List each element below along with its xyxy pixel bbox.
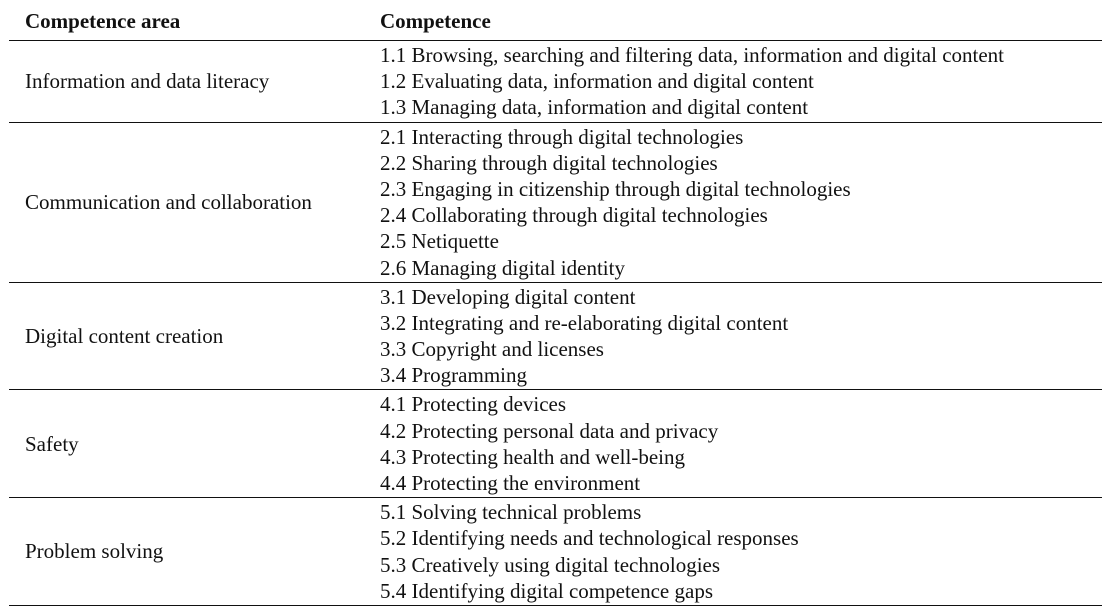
competence-item: 5.1 Solving technical problems: [380, 500, 642, 525]
competence-item: 3.2 Integrating and re-elaborating digital content: [380, 310, 789, 335]
competence-list-cell: [380, 498, 1102, 606]
competence-item: 3.4 Programming: [380, 363, 527, 388]
competence-area-cell: Safety: [25, 431, 79, 456]
competence-item: 4.2 Protecting personal data and privacy: [380, 418, 719, 443]
competence-item: 1.2 Evaluating data, information and digital content: [380, 69, 814, 94]
competence-table: [9, 0, 1102, 606]
header-row: [9, 0, 1102, 41]
competence-item: 2.4 Collaborating through digital technologies: [380, 203, 768, 228]
competence-item: 2.6 Managing digital identity: [380, 255, 625, 280]
table-row: [9, 122, 1102, 282]
competence-list-cell: [380, 390, 1102, 498]
competence-area-cell: Communication and collaboration: [25, 190, 312, 215]
competence-item: 1.1 Browsing, searching and filtering data, information and digital content: [380, 43, 1005, 67]
table-row: [9, 282, 1102, 390]
competence-item: 5.3 Creatively using digital technologies: [380, 552, 721, 577]
competence-item: 4.4 Protecting the environment: [380, 471, 641, 495]
competence-item: 3.3 Copyright and licenses: [380, 337, 604, 362]
competence-item: 5.2 Identifying needs and technological responses: [380, 526, 799, 551]
competence-item: 4.3 Protecting health and well-being: [380, 444, 686, 469]
table-body: [9, 41, 1102, 606]
competence-list-cell: [380, 282, 1102, 390]
competence-item: 4.1 Protecting devices: [380, 392, 567, 417]
table-row: [9, 390, 1102, 498]
competence-area-cell: Information and data literacy: [25, 69, 270, 94]
competence-item: 2.1 Interacting through digital technologies: [380, 124, 744, 149]
table-header: [9, 0, 1102, 41]
competence-list-cell: [380, 122, 1102, 282]
competence-item: 1.3 Managing data, information and digital content: [380, 95, 809, 120]
competence-area-cell: Problem solving: [25, 539, 164, 564]
header-competence-area: Competence area: [25, 8, 181, 33]
competence-item: 2.5 Netiquette: [380, 229, 499, 254]
competence-area-cell: Digital content creation: [25, 323, 224, 348]
competence-item: 2.2 Sharing through digital technologies: [380, 150, 718, 175]
competence-item: 5.4 Identifying digital competence gaps: [380, 578, 713, 603]
competence-list-cell: [380, 41, 1102, 123]
table-row: [9, 498, 1102, 606]
competence-item: 2.3 Engaging in citizenship through digital technologies: [380, 176, 851, 201]
header-competence: Competence: [380, 8, 491, 33]
competence-item: 3.1 Developing digital content: [380, 284, 636, 309]
table-row: [9, 41, 1102, 123]
